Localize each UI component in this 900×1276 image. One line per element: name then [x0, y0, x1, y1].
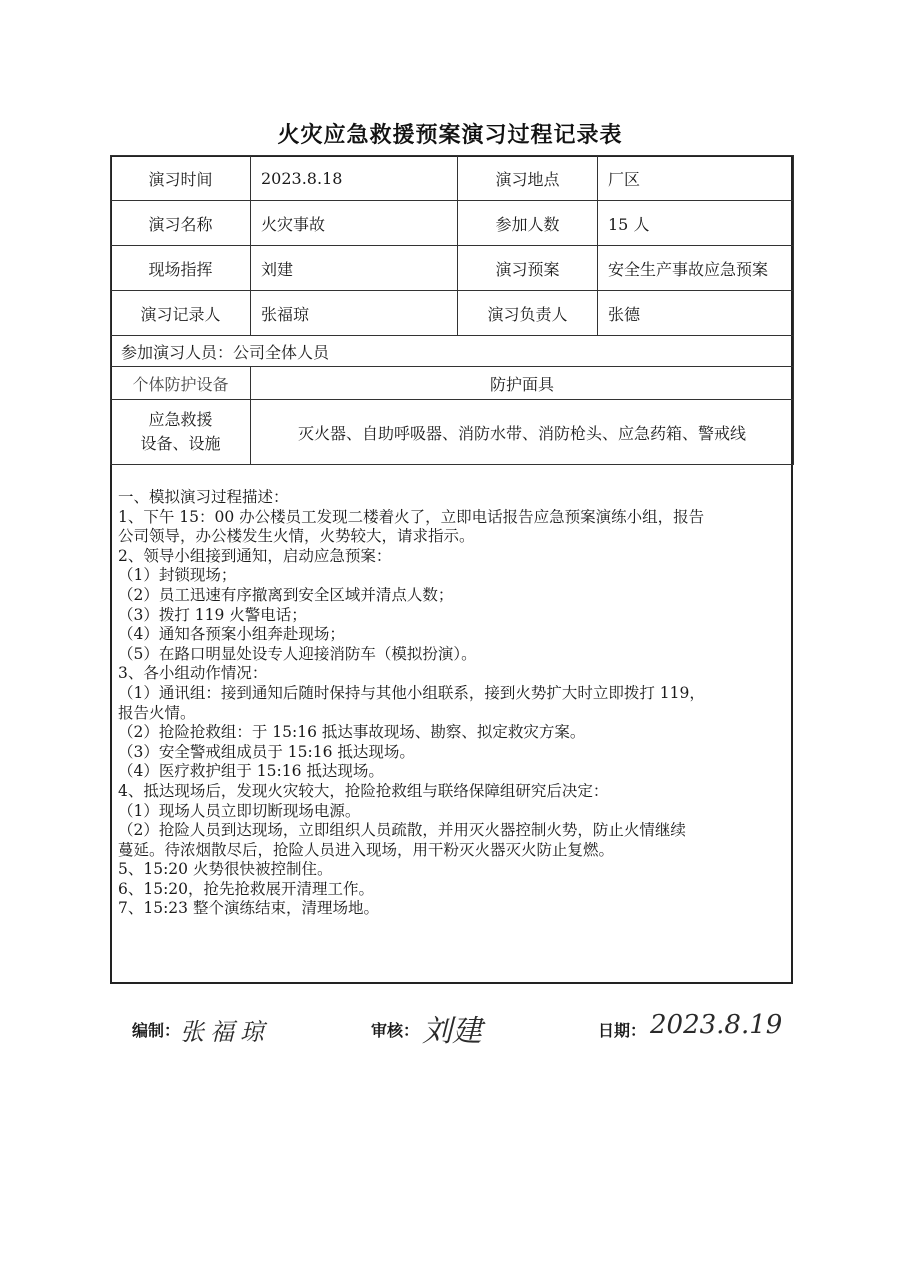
table-row: [111, 400, 794, 465]
date-label: 日期：: [598, 1021, 647, 1040]
process-line: （1）现场人员立即切断现场电源。: [118, 801, 361, 820]
process-line: （2）抢险人员到达现场，立即组织人员疏散，并用灭火器控制火势，防止火情继续: [118, 821, 686, 840]
reviewer-signature: 刘建: [422, 1014, 482, 1049]
name-value: 火灾事故: [251, 201, 458, 246]
plan-label: 演习预案: [458, 246, 598, 291]
signature-footer: [0, 1010, 900, 1050]
process-line: 5、15:20 火势很快被控制住。: [118, 860, 333, 879]
ppe-label: 个体防护设备: [111, 367, 251, 400]
equipment-label: [111, 400, 251, 465]
process-line: （1）封锁现场；: [118, 566, 237, 585]
process-line: 蔓延。待浓烟散尽后，抢险人员进入现场，用干粉灭火器灭火防止复燃。: [118, 840, 615, 859]
process-line: （3）安全警戒组成员于 15:16 抵达现场。: [118, 742, 415, 761]
equipment-label-line1: 应急救援: [148, 410, 213, 429]
table-row: [111, 201, 794, 246]
process-line: 3、各小组动作情况：: [118, 664, 268, 683]
process-line: 4、抵达现场后，发现火灾较大，抢险抢救组与联络保障组研究后决定：: [118, 781, 609, 800]
process-line: （2）抢险抢救组：于 15:16 抵达事故现场、勘察、拟定救灾方案。: [118, 723, 586, 742]
count-label: 参加人数: [458, 201, 598, 246]
equipment-label-line2: 设备、设施: [140, 434, 221, 453]
document-title: 火灾应急救援预案演习过程记录表: [277, 123, 623, 148]
process-description: [118, 488, 784, 919]
process-line: （1）通讯组：接到通知后随时保持与其他小组联系，接到火势扩大时立即拨打 119，: [118, 683, 705, 702]
process-line: 报告火情。: [118, 703, 196, 722]
process-line: 公司领导，办公楼发生火情，火势较大，请求指示。: [118, 527, 475, 546]
commander-label: 现场指挥: [111, 246, 251, 291]
table-row: [111, 336, 794, 367]
equipment-value: 灭火器、自助呼吸器、消防水带、消防枪头、应急药箱、警戒线: [251, 400, 794, 465]
reviewer-label: 审核：: [371, 1021, 420, 1040]
recorder-label: 演习记录人: [111, 291, 251, 336]
process-line: （4）医疗救护组于 15:16 抵达现场。: [118, 762, 384, 781]
info-table: [110, 155, 794, 465]
process-line: （5）在路口明显处设专人迎接消防车（模拟扮演）。: [118, 644, 477, 663]
leader-label: 演习负责人: [458, 291, 598, 336]
table-row: [111, 246, 794, 291]
plan-value: 安全生产事故应急预案: [598, 246, 794, 291]
editor-label: 编制：: [132, 1021, 181, 1040]
name-label: 演习名称: [111, 201, 251, 246]
editor-signature: 张福琼: [180, 1018, 270, 1046]
process-line: 7、15:23 整个演练结束，清理场地。: [118, 899, 379, 918]
ppe-value: 防护面具: [251, 367, 794, 400]
process-line: （4）通知各预案小组奔赴现场；: [118, 625, 345, 644]
participants: 参加演习人员：公司全体人员: [111, 336, 794, 367]
commander-value: 刘建: [251, 246, 458, 291]
process-line: 1、下午 15：00 办公楼员工发现二楼着火了，立即电话报告应急预案演练小组，报告: [118, 507, 705, 526]
table-row: [111, 367, 794, 400]
time-value: 2023.8.18: [251, 156, 458, 201]
process-line: （3）拨打 119 火警电话；: [118, 605, 307, 624]
process-line: 6、15:20，抢先抢救展开清理工作。: [118, 879, 375, 898]
process-line: 2、领导小组接到通知，启动应急预案：: [118, 546, 392, 565]
place-label: 演习地点: [458, 156, 598, 201]
table-row: [111, 156, 794, 201]
count-value: 15 人: [598, 201, 794, 246]
process-line: （2）员工迅速有序撤离到安全区域并清点人数；: [118, 585, 454, 604]
leader-value: 张德: [598, 291, 794, 336]
time-label: 演习时间: [111, 156, 251, 201]
recorder-value: 张福琼: [251, 291, 458, 336]
table-row: [111, 291, 794, 336]
place-value: 厂区: [598, 156, 794, 201]
process-line: 一、模拟演习过程描述：: [118, 488, 289, 506]
date-value: 2023.8.19: [650, 1010, 783, 1040]
